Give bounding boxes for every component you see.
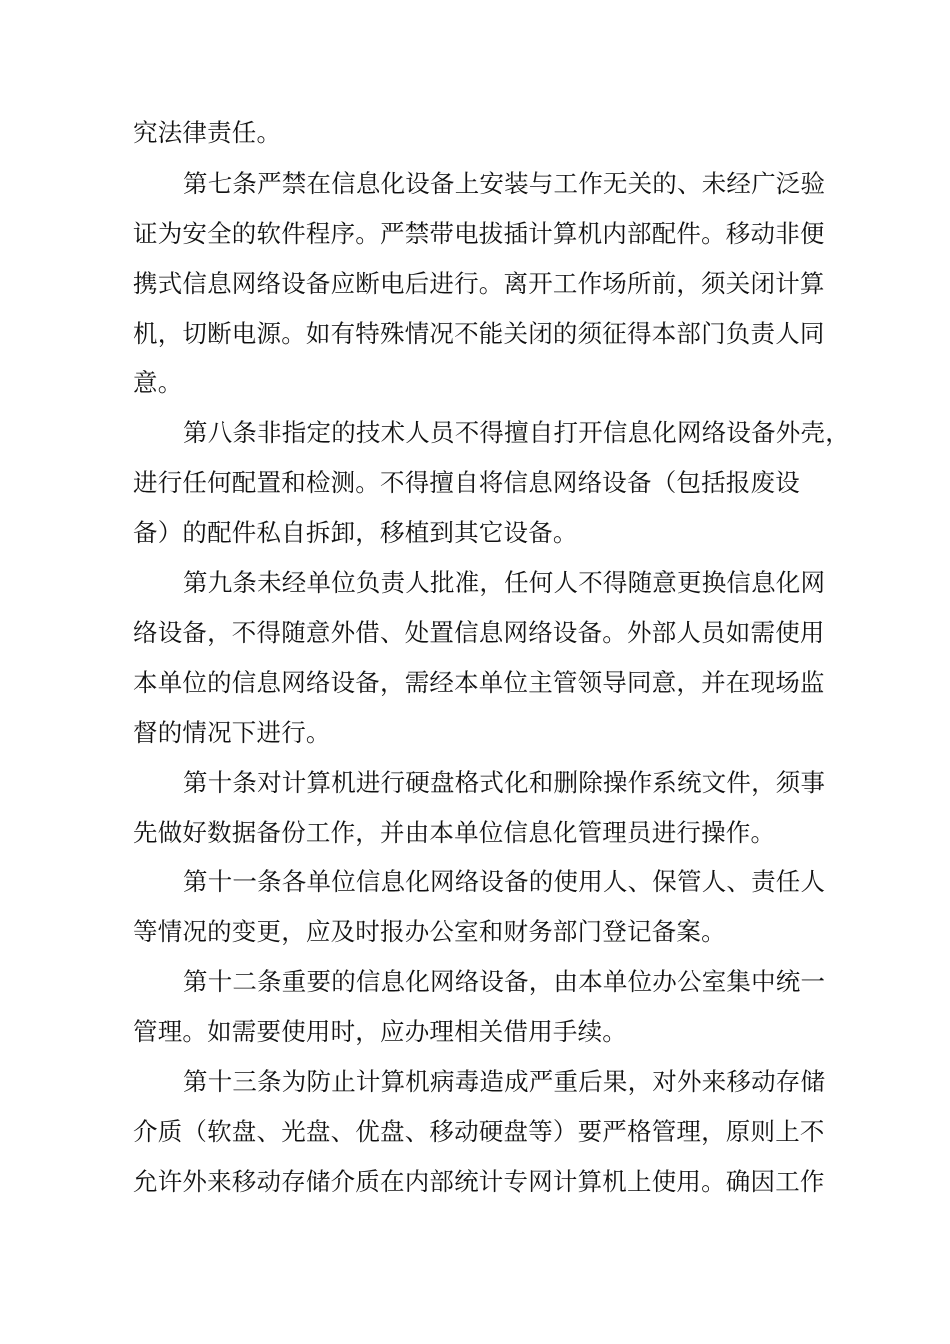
text-line: 管理。如需要使用时，应办理相关借用手续。 (133, 1017, 627, 1046)
article-7-first-line: 第七条严禁在信息化设备上安装与工作无关的、未经广泛验 (183, 169, 826, 198)
text-line: 证为安全的软件程序。严禁带电拔插计算机内部配件。移动非便 (133, 219, 825, 248)
article-11-first-line: 第十一条各单位信息化网络设备的使用人、保管人、责任人 (183, 867, 826, 896)
text-line: 进行任何配置和检测。不得擅自将信息网络设备（包括报废设 (133, 468, 800, 497)
text-line: 意。 (133, 368, 183, 397)
article-10-first-line: 第十条对计算机进行硬盘格式化和删除操作系统文件，须事 (183, 768, 826, 797)
text-line: 允许外来移动存储介质在内部统计专网计算机上使用。确因工作 (133, 1167, 825, 1196)
text-line: 机，切断电源。如有特殊情况不能关闭的须征得本部门负责人同 (133, 319, 825, 348)
text-line: 督的情况下进行。 (133, 718, 331, 747)
text-line: 备）的配件私自拆卸，移植到其它设备。 (133, 518, 578, 547)
text-line: 介质（软盘、光盘、优盘、移动硬盘等）要严格管理，原则上不 (133, 1117, 825, 1146)
text-line: 等情况的变更，应及时报办公室和财务部门登记备案。 (133, 917, 726, 946)
article-13-first-line: 第十三条为防止计算机病毒造成严重后果，对外来移动存储 (183, 1067, 826, 1096)
article-9-first-line: 第九条未经单位负责人批准，任何人不得随意更换信息化网 (183, 568, 826, 597)
text-line: 络设备，不得随意外借、处置信息网络设备。外部人员如需使用 (133, 618, 825, 647)
text-line: 携式信息网络设备应断电后进行。离开工作场所前，须关闭计算 (133, 269, 825, 298)
text-line: 本单位的信息网络设备，需经本单位主管领导同意，并在现场监 (133, 668, 825, 697)
article-8-first-line: 第八条非指定的技术人员不得擅自打开信息化网络设备外壳， (183, 418, 850, 447)
text-line: 先做好数据备份工作，并由本单位信息化管理员进行操作。 (133, 818, 776, 847)
text-line: 究法律责任。 (133, 118, 282, 147)
article-12-first-line: 第十二条重要的信息化网络设备，由本单位办公室集中统一 (183, 967, 826, 996)
